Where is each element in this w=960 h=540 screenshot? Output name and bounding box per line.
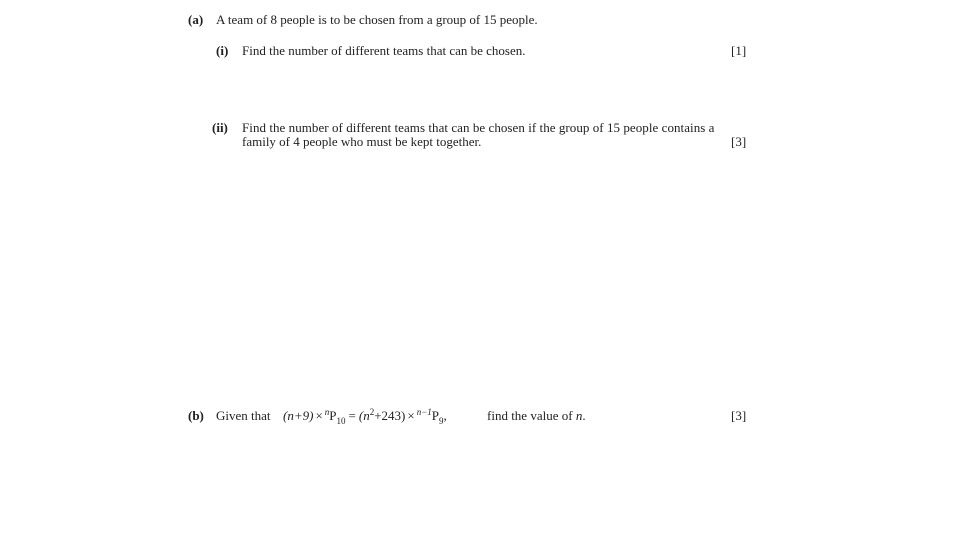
part-a-i-text: Find the number of different teams that can be chosen.	[242, 43, 526, 58]
eq-equals: =	[348, 408, 356, 423]
eq-times-1: ×	[315, 408, 323, 423]
part-a-ii-marks: [3]	[731, 134, 747, 149]
part-b-var: n	[575, 408, 583, 423]
part-b-equation	[283, 408, 447, 424]
part-a-i-label: (i)	[216, 43, 229, 58]
eq-rhs-rest: +243)	[374, 408, 406, 423]
eq-rhs-exp: 2	[369, 407, 375, 417]
part-b-label: (b)	[188, 408, 204, 423]
eq-perm1-sub: 10	[336, 416, 346, 426]
eq-perm2-sub: 9	[439, 416, 444, 426]
eq-lhs-factor: (n+9)	[283, 408, 314, 423]
eq-times-2: ×	[407, 408, 415, 423]
part-b-marks: [3]	[731, 408, 747, 423]
eq-perm1-super: n	[324, 407, 330, 417]
eq-rhs-open: (n	[358, 408, 370, 423]
eq-comma: ,	[443, 408, 447, 423]
part-b-tail-text: find the value of	[487, 408, 573, 423]
part-a-ii-label: (ii)	[212, 120, 228, 135]
part-b-intro: Given that	[216, 408, 271, 423]
part-a-ii-line2: family of 4 people who must be kept together.	[242, 134, 482, 149]
eq-perm2-super: n−1	[416, 407, 432, 417]
part-b-period: .	[582, 408, 586, 423]
part-b-tail	[487, 408, 586, 424]
part-a-text: A team of 8 people is to be chosen from a group of 15 people.	[216, 12, 538, 27]
eq-perm2-p: P	[431, 408, 440, 423]
part-a-label: (a)	[188, 12, 204, 27]
eq-perm1-p: P	[329, 408, 337, 423]
part-a-ii-line1: Find the number of different teams that can be chosen if the group of 15 people contains a	[242, 120, 715, 135]
part-a-i-marks: [1]	[731, 43, 747, 58]
